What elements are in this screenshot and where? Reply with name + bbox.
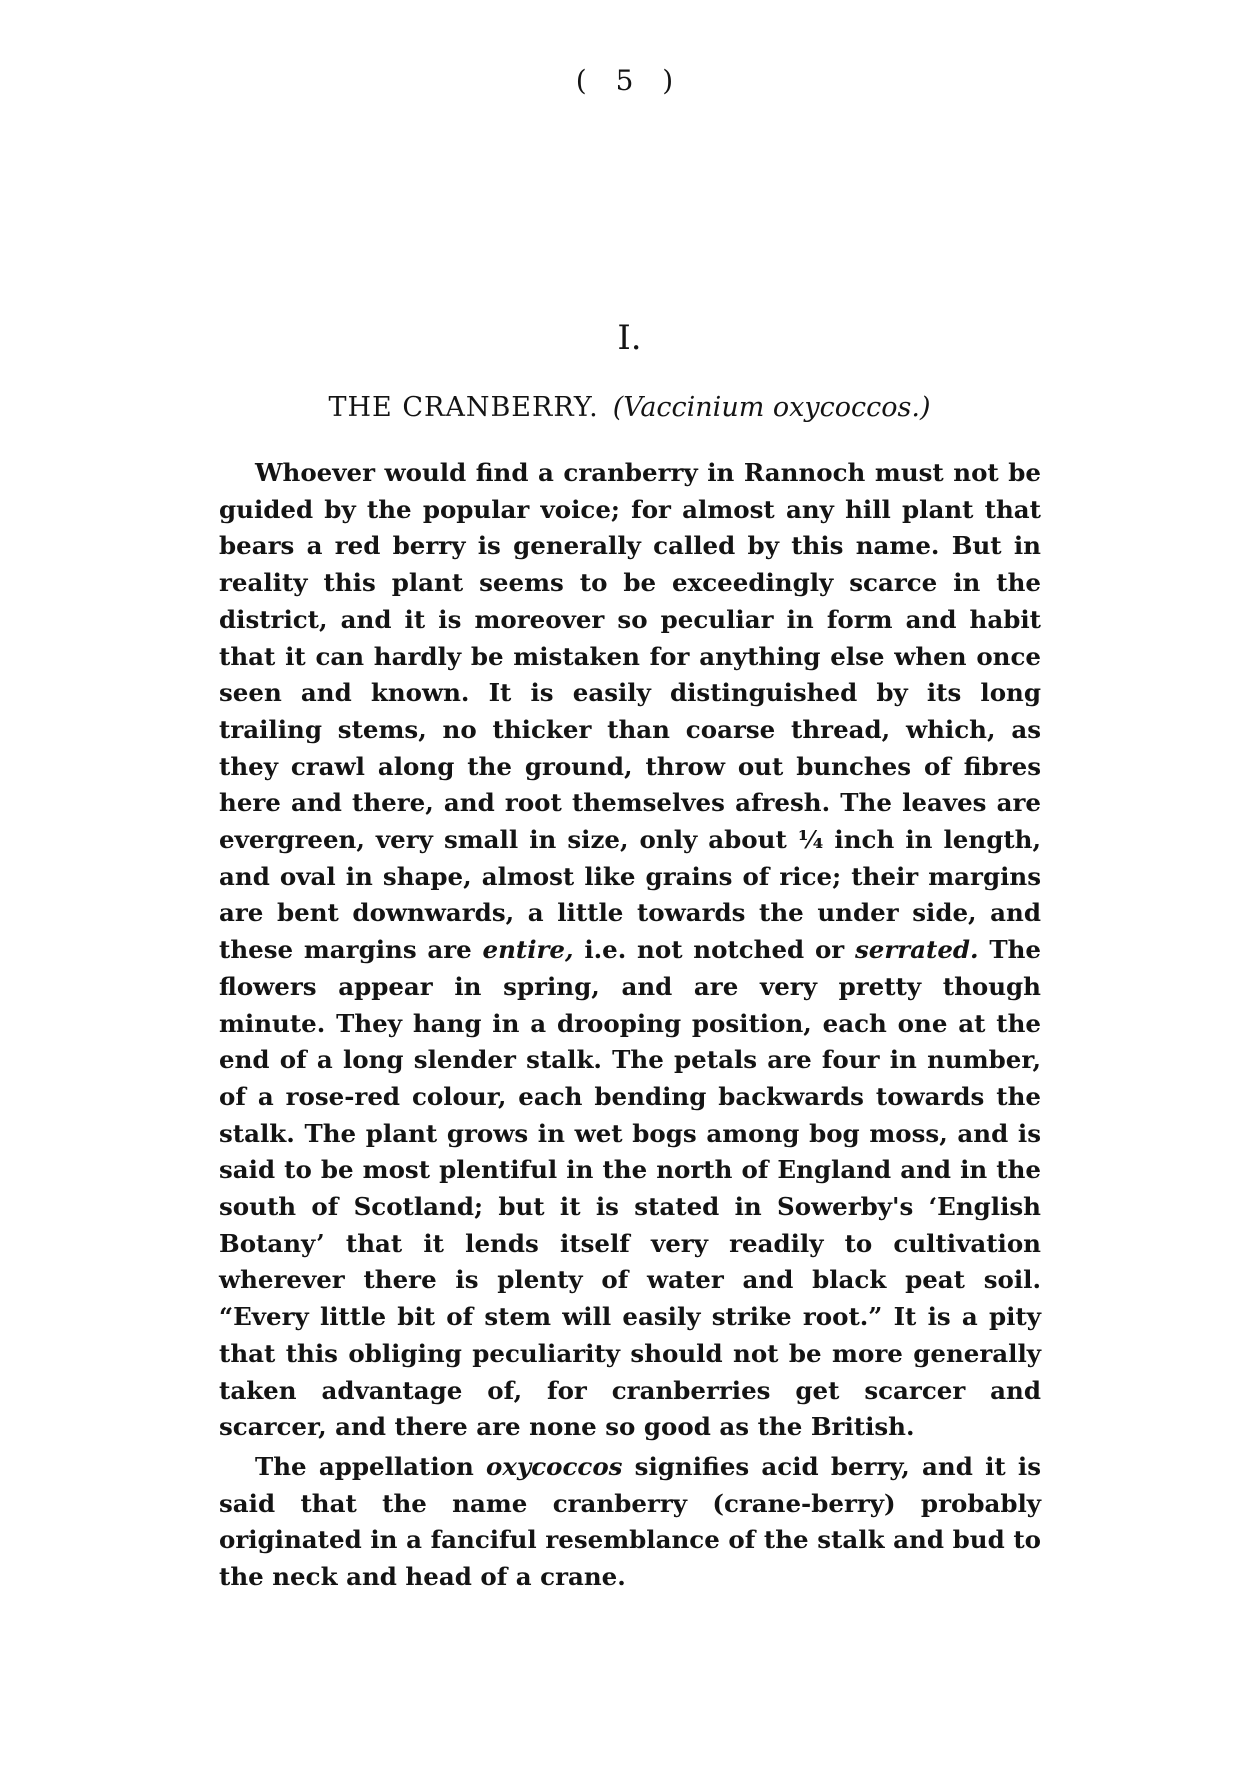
page-number: ( 5 ) (575, 64, 684, 97)
chapter-body (219, 455, 1041, 1596)
paragraph-1-emphasis-entire: entire, (482, 935, 574, 965)
paragraph-2-text-b: signifies acid berry, and it is said that the name cranberry (crane-berry) probably originated in a fanciful resemblance of the stalk and bud to the neck and head of a crane. (219, 1451, 1041, 1592)
chapter-latin-name: (Vaccinium oxycoccos.) (612, 392, 931, 423)
paragraph-1-emphasis-serrated: serrated. (854, 935, 979, 965)
paragraph-2 (219, 1449, 1041, 1596)
paragraph-1-text-c: The flowers appear in spring, and are very pretty though minute. They hang in a drooping position, each one at the end of a long slender stalk. The petals are four in number, of a rose-red colour, each bending backwards towards the stalk. The plant grows in wet bogs among bog moss, and is said to be most plentiful in the north of England and in the south of Scotland; but it is stated in Sowerby's ‘English Botany’ that it lends itself very readily to cultivation wherever there is plenty of water and black peat soil. “Every little bit of stem will easily strike root.” It is a pity that this obliging peculiarity should not be more generally taken advantage of, for cranberries get scarcer and scarcer, and there are none so good as the British. (219, 935, 1041, 1442)
paragraph-2-text-a: The appellation (255, 1451, 487, 1481)
chapter-numeral: I. (617, 318, 642, 358)
paragraph-2-emphasis-oxycoccos: oxycoccos (486, 1451, 623, 1481)
chapter-heading (0, 392, 1259, 423)
paragraph-1-text-a: Whoever would find a cranberry in Rannoch must not be guided by the popular voice; for almost any hill plant that bears a red berry is generally called by this name. But in reality this plant seems to be exceedingly scarce in the district, and it is moreover so peculiar in form and habit that it can hardly be mistaken for anything else when once seen and known. It is easily distinguished by its long trailing stems, no thicker than coarse thread, which, as they crawl along the ground, throw out bunches of fibres here and there, and root themselves afresh. The leaves are evergreen, very small in size, only about ¼ inch in length, and oval in shape, almost like grains of rice; their margins are bent downwards, a little towards the under side, and these margins are (219, 458, 1041, 965)
paragraph-1-text-b: i.e. not notched or (573, 935, 855, 965)
chapter-title: THE CRANBERRY. (328, 392, 599, 423)
paragraph-1 (219, 455, 1041, 1446)
